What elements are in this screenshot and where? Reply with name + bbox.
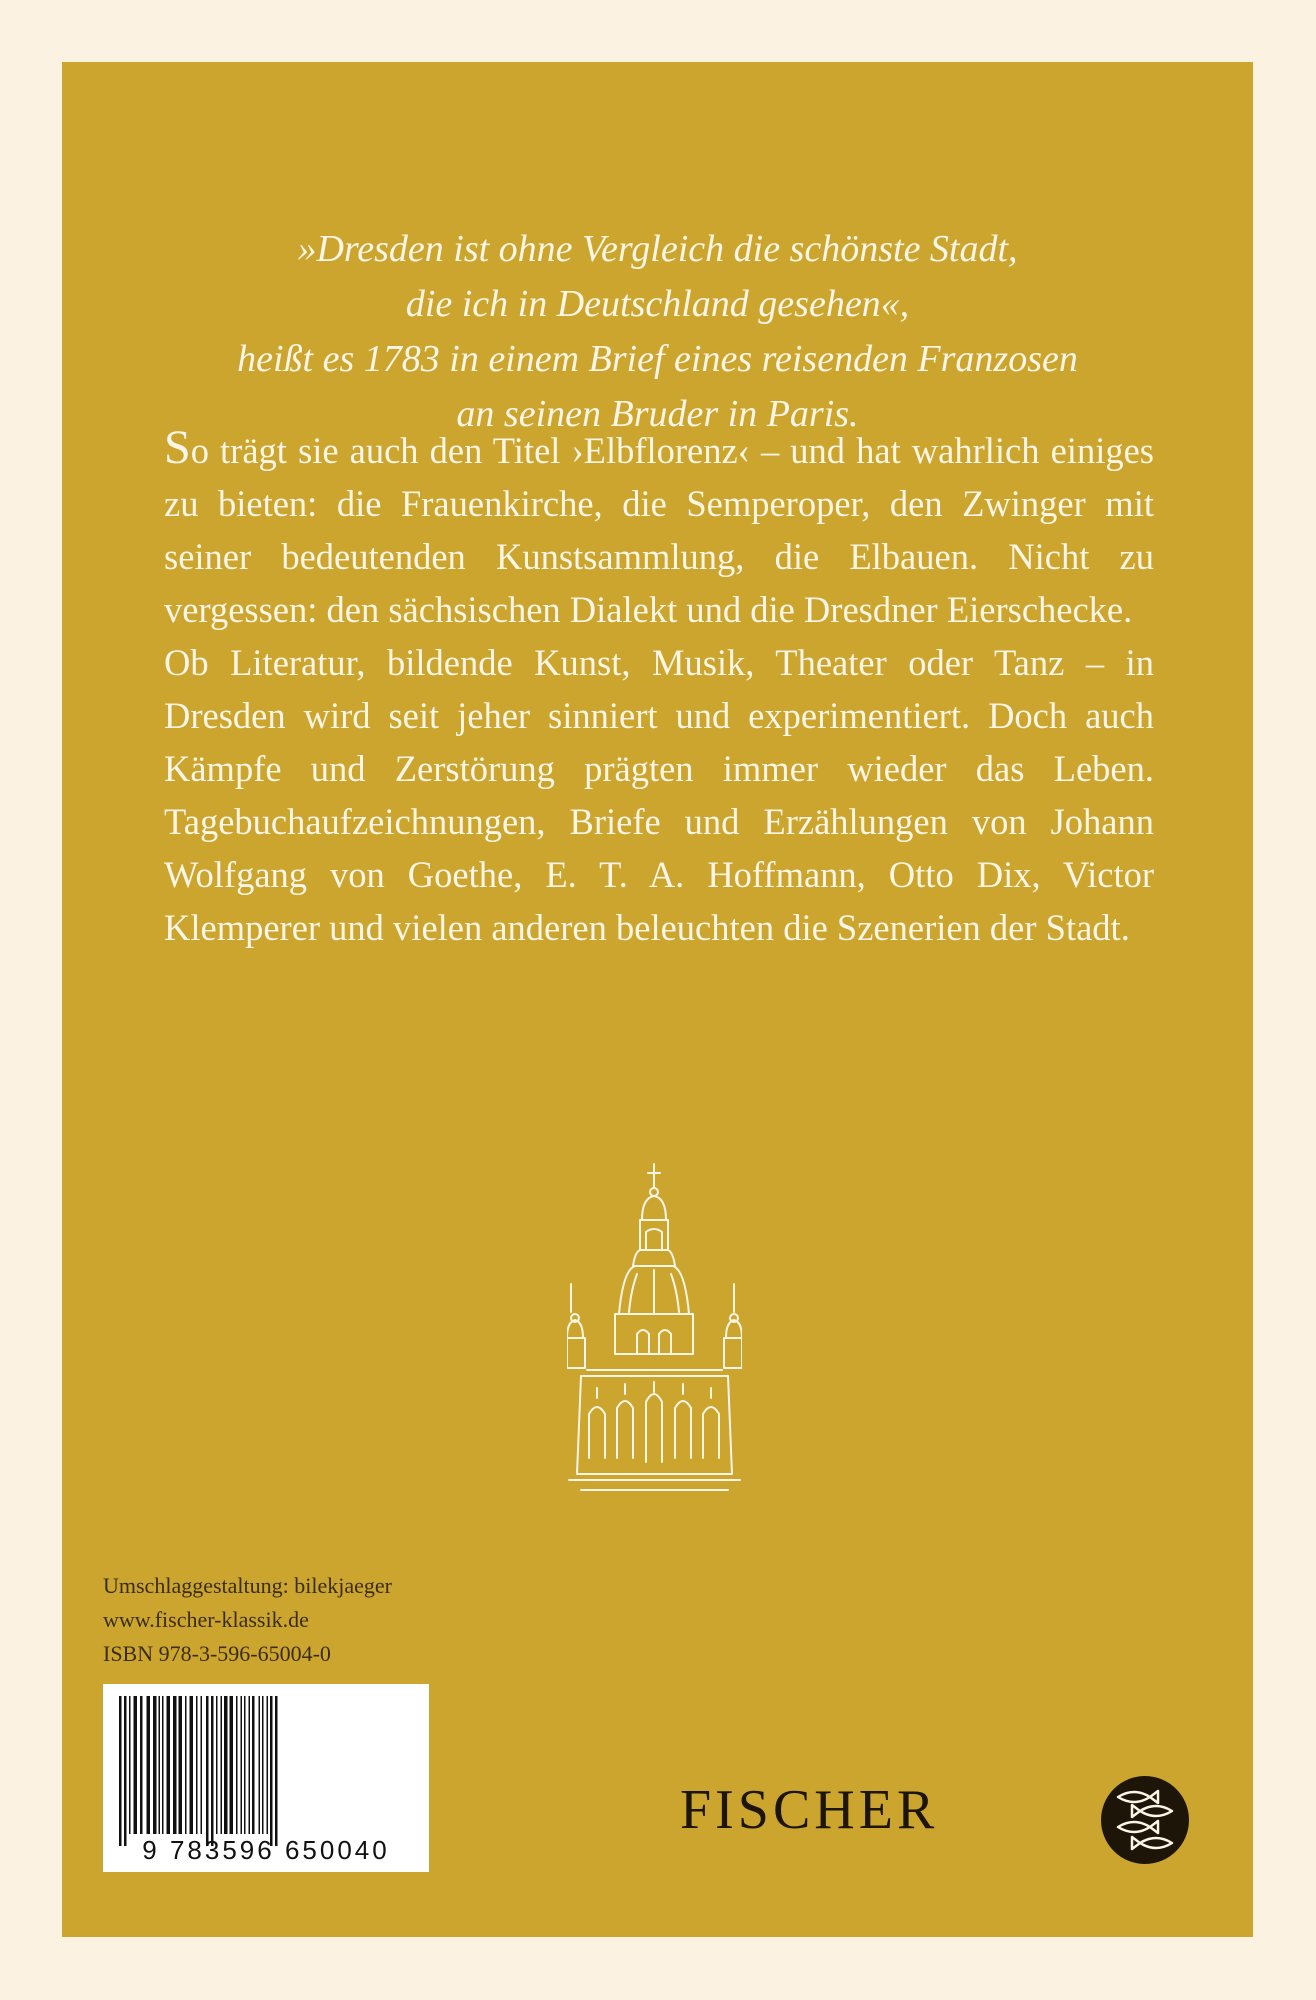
book-description — [164, 421, 1154, 954]
barcode-bar — [206, 1696, 209, 1846]
fischer-fish-logo-icon — [1100, 1775, 1190, 1865]
frauenkirche-drawing-icon — [567, 1162, 742, 1502]
publisher-name: FISCHER — [680, 1779, 939, 1841]
isbn-barcode — [103, 1684, 429, 1872]
barcode-bar — [201, 1696, 203, 1834]
cover-design-credit: Umschlaggestaltung: bilekjaeger — [103, 1573, 392, 1598]
barcode-digits: 9 783596 650040 — [142, 1835, 390, 1865]
barcode-bar — [147, 1696, 151, 1834]
isbn: ISBN 978-3-596-65004-0 — [103, 1641, 331, 1666]
barcode-bar — [241, 1696, 243, 1834]
barcode-bar — [134, 1696, 138, 1834]
barcode-bar — [173, 1696, 177, 1834]
barcode-bar — [224, 1696, 228, 1834]
quote — [62, 222, 1253, 442]
dropcap: S — [164, 421, 191, 474]
barcode-bar — [216, 1696, 218, 1834]
barcode-bar — [252, 1696, 255, 1834]
barcode-bar — [211, 1696, 214, 1846]
barcode-bar — [230, 1696, 234, 1834]
quote-line: heißt es 1783 in einem Brief eines reisenden Franzosen — [237, 338, 1078, 380]
barcode-bar — [236, 1696, 238, 1834]
description-paragraph: Ob Literatur, bildende Kunst, Musik, Theater oder Tanz – in Dresden wird seit jeher sinniert und experimentiert. Doch auch Kämpfe und Zerstörung prägten immer wieder das Leben. Tagebuchaufzeichnungen, Briefe und Erzählungen von Johann Wolfgang von Goethe, E. T. A. Hoffmann, Otto Dix, Victor Klemperer und vielen anderen beleuchten die Szenerien der Stadt. — [164, 642, 1154, 948]
barcode-bar — [119, 1696, 122, 1846]
barcode-bar — [259, 1696, 261, 1834]
barcode-bar — [185, 1696, 187, 1834]
barcode-bar — [196, 1696, 198, 1834]
barcode-bar — [179, 1696, 183, 1834]
barcode-bar — [167, 1696, 171, 1834]
imprint — [103, 1569, 392, 1671]
back-cover-panel — [62, 62, 1253, 1937]
publisher-website: www.fischer-klassik.de — [103, 1607, 309, 1632]
quote-line: die ich in Deutschland gesehen«, — [405, 283, 910, 325]
barcode-bar — [270, 1696, 273, 1846]
barcode-bar — [159, 1696, 161, 1834]
barcode-bar — [129, 1696, 131, 1834]
barcode-bar — [244, 1696, 246, 1834]
barcode-bar — [267, 1696, 269, 1834]
quote-line: »Dresden ist ohne Vergleich die schönste Stadt, — [297, 228, 1018, 270]
barcode-bar — [249, 1696, 251, 1834]
barcode-bar — [124, 1696, 127, 1846]
barcode-bar — [262, 1696, 264, 1834]
description-paragraph — [164, 421, 1154, 636]
paragraph-text: o trägt sie auch den Titel ›Elbflorenz‹ – und hat wahrlich einiges zu bieten: die Frauenkirche, die Semperoper, den Zwinger mit seiner bedeutenden Kunstsammlung, die Elbauen. Nicht zu vergessen: den sächsischen Dialekt und die Dresdner Eierschecke. — [164, 430, 1154, 630]
barcode-bar — [221, 1696, 223, 1834]
quote-line: an seinen Bruder in Paris. — [456, 393, 859, 435]
barcode-bar — [162, 1696, 164, 1834]
barcode-bar — [140, 1696, 143, 1834]
barcode-bar — [190, 1696, 194, 1834]
barcode-bar — [153, 1696, 157, 1834]
barcode-bar — [275, 1696, 278, 1846]
